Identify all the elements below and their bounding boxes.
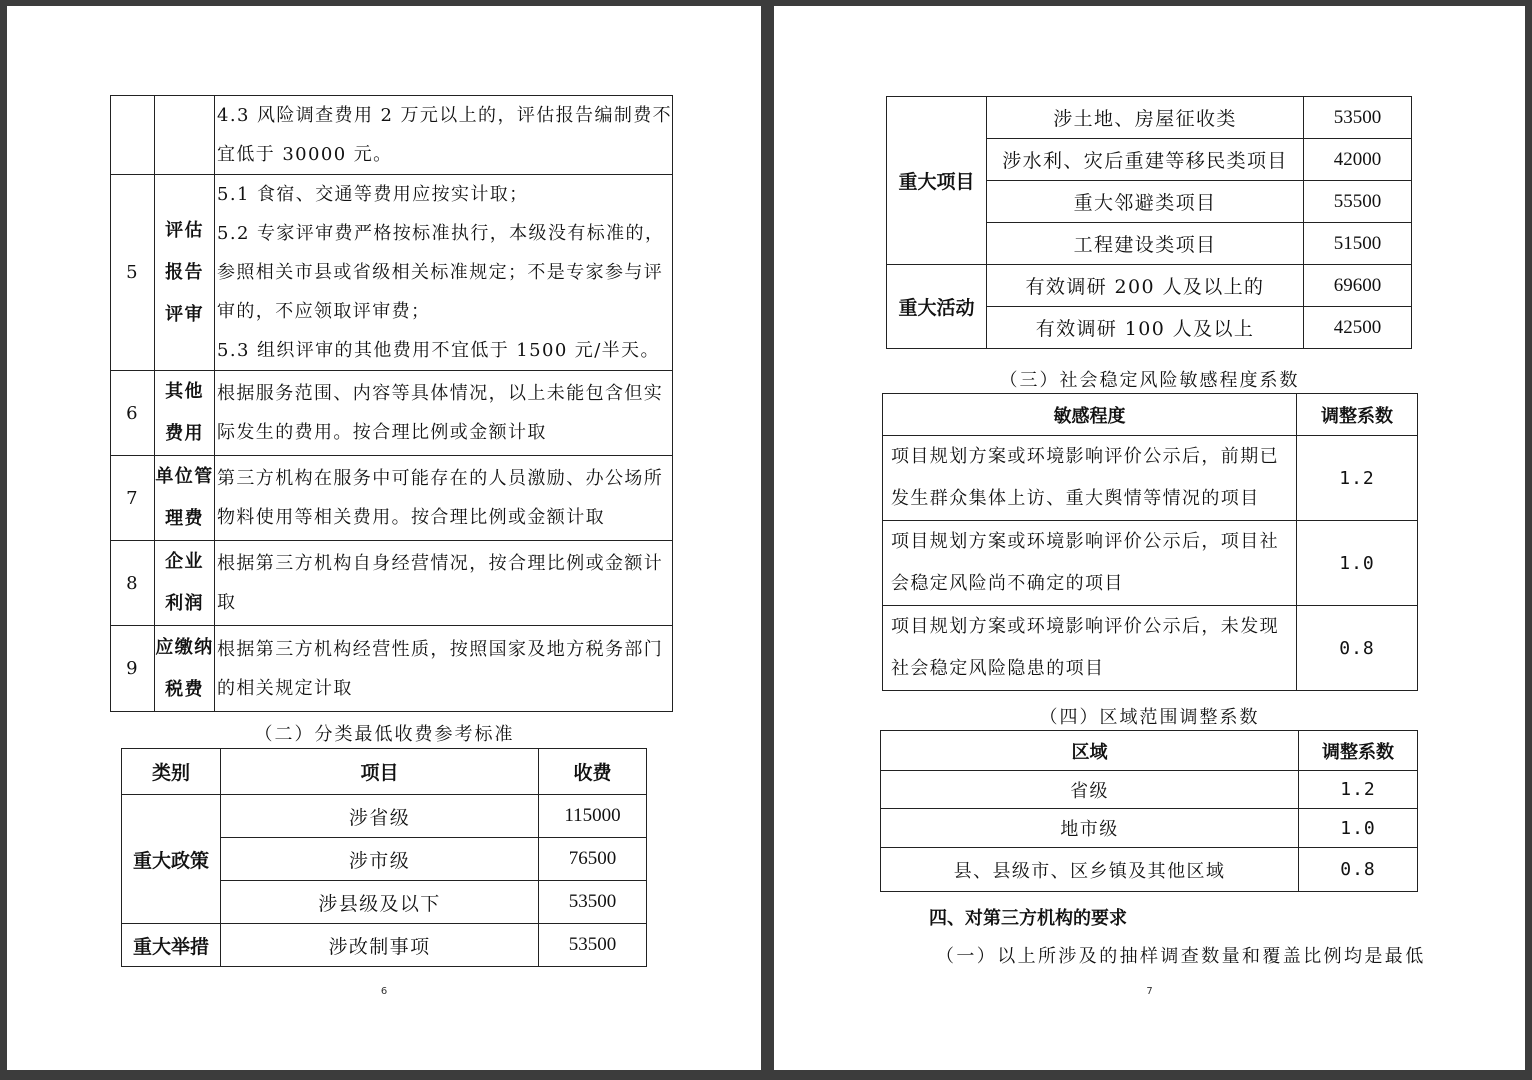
sensitivity-coef: 1.2 bbox=[1297, 436, 1418, 521]
row-category: 评估 报告 评审 bbox=[155, 175, 215, 371]
description-line: 物料使用等相关费用。按合理比例或金额计取 bbox=[217, 507, 605, 528]
table-row bbox=[111, 541, 673, 626]
row-description bbox=[215, 456, 673, 541]
sensitivity-level bbox=[883, 606, 1297, 691]
fee-amount: 51500 bbox=[1304, 223, 1412, 265]
description-line: 5.2 专家评审费严格按标准执行，本级没有标准的， bbox=[217, 223, 665, 244]
region-coef: 1.2 bbox=[1299, 771, 1418, 809]
fee-amount: 69600 bbox=[1304, 265, 1412, 307]
region-coef: 1.0 bbox=[1299, 809, 1418, 848]
page-number: 7 bbox=[1146, 986, 1153, 997]
fee-amount: 76500 bbox=[539, 838, 647, 881]
fee-category: 重大举措 bbox=[122, 924, 221, 967]
region-section-title: （四）区域范围调整系数 bbox=[1039, 707, 1260, 728]
table-row bbox=[111, 175, 673, 371]
description-line: 参照相关市县或省级相关标准规定；不是专家参与评 bbox=[217, 262, 664, 283]
row-description bbox=[215, 626, 673, 712]
description-line: 宜低于 30000 元。 bbox=[217, 144, 393, 165]
description-line: 5.3 组织评审的其他费用不宜低于 1500 元/半天。 bbox=[217, 340, 660, 361]
row-category: 单位管 理费 bbox=[155, 456, 215, 541]
sensitivity-level bbox=[883, 521, 1297, 606]
table-row bbox=[122, 795, 647, 838]
description-line: 根据第三方机构经营性质，按照国家及地方税务部门 bbox=[217, 638, 664, 660]
description-line: 根据第三方机构自身经营情况，按合理比例或金额计 bbox=[217, 553, 664, 574]
document-page-7 bbox=[774, 6, 1525, 1070]
row-category: 企业 利润 bbox=[155, 541, 215, 626]
fee-amount: 42500 bbox=[1304, 307, 1412, 349]
fee-item: 涉水利、灾后重建等移民类项目 bbox=[987, 139, 1304, 181]
sensitivity-level bbox=[883, 436, 1297, 521]
fee-category: 重大活动 bbox=[887, 265, 987, 349]
fee-item: 涉县级及以下 bbox=[221, 881, 539, 924]
table-row bbox=[881, 848, 1418, 892]
region-name: 地市级 bbox=[881, 809, 1299, 848]
table-row bbox=[111, 626, 673, 712]
fee-amount: 53500 bbox=[1304, 97, 1412, 139]
sensitivity-line: 项目规划方案或环境影响评价公示后，前期已 bbox=[891, 446, 1279, 467]
sensitivity-coefficient-table bbox=[882, 393, 1418, 691]
row-description bbox=[215, 541, 673, 626]
region-name: 省级 bbox=[881, 771, 1299, 809]
table-row bbox=[881, 771, 1418, 809]
region-coef: 0.8 bbox=[1299, 848, 1418, 892]
table-row bbox=[887, 265, 1412, 307]
row-number: 6 bbox=[111, 371, 155, 456]
header-fee: 收费 bbox=[539, 749, 647, 795]
fee-item: 有效调研 200 人及以上的 bbox=[987, 265, 1304, 307]
sensitivity-line: 发生群众集体上访、重大舆情等情况的项目 bbox=[891, 488, 1260, 509]
row-number: 7 bbox=[111, 456, 155, 541]
fee-item: 工程建设类项目 bbox=[987, 223, 1304, 265]
sensitivity-line: 项目规划方案或环境影响评价公示后，项目社 bbox=[891, 531, 1279, 552]
table-row bbox=[883, 521, 1418, 606]
region-coefficient-table bbox=[880, 730, 1418, 892]
section-heading: 四、对第三方机构的要求 bbox=[929, 908, 1127, 929]
document-page-6 bbox=[7, 6, 761, 1070]
sensitivity-line: 会稳定风险尚不确定的项目 bbox=[891, 573, 1124, 594]
description-line: 取 bbox=[217, 592, 237, 613]
fee-item: 有效调研 100 人及以上 bbox=[987, 307, 1304, 349]
table-row bbox=[111, 96, 673, 175]
row-number bbox=[111, 96, 155, 175]
row-category bbox=[155, 96, 215, 175]
fee-amount: 42000 bbox=[1304, 139, 1412, 181]
sensitivity-line: 社会稳定风险隐患的项目 bbox=[891, 658, 1105, 679]
header-region: 区域 bbox=[881, 731, 1299, 771]
row-number: 8 bbox=[111, 541, 155, 626]
header-adjust-coef: 调整系数 bbox=[1297, 394, 1418, 436]
row-description bbox=[215, 371, 673, 456]
fee-item: 涉改制事项 bbox=[221, 924, 539, 967]
header-item: 项目 bbox=[221, 749, 539, 795]
fee-amount: 115000 bbox=[539, 795, 647, 838]
cost-items-table bbox=[110, 95, 673, 712]
row-category: 应缴纳 税费 bbox=[155, 626, 215, 712]
header-category: 类别 bbox=[122, 749, 221, 795]
fee-standard-table-continued bbox=[886, 96, 1412, 349]
row-description bbox=[215, 175, 673, 371]
fee-category: 重大政策 bbox=[122, 795, 221, 924]
fee-amount: 53500 bbox=[539, 924, 647, 967]
fee-category: 重大项目 bbox=[887, 97, 987, 265]
table-row bbox=[881, 809, 1418, 848]
description-line: 第三方机构在服务中可能存在的人员激励、办公场所 bbox=[217, 468, 664, 489]
fee-item: 涉省级 bbox=[221, 795, 539, 838]
fee-section-title: （二）分类最低收费参考标准 bbox=[254, 724, 515, 745]
fee-amount: 55500 bbox=[1304, 181, 1412, 223]
fee-standard-table bbox=[121, 748, 647, 967]
description-line: 审的，不应领取评审费； bbox=[217, 301, 431, 322]
fee-item: 涉土地、房屋征收类 bbox=[987, 97, 1304, 139]
table-row bbox=[111, 371, 673, 456]
sensitivity-line: 项目规划方案或环境影响评价公示后，未发现 bbox=[891, 616, 1279, 637]
table-row bbox=[111, 456, 673, 541]
table-row bbox=[887, 97, 1412, 139]
body-paragraph: （一）以上所涉及的抽样调查数量和覆盖比例均是最低 bbox=[936, 946, 1426, 967]
description-line: 的相关规定计取 bbox=[217, 677, 353, 699]
table-row bbox=[122, 924, 647, 967]
sensitivity-section-title: （三）社会稳定风险敏感程度系数 bbox=[999, 370, 1300, 391]
page-number: 6 bbox=[380, 986, 388, 997]
description-line: 5.1 食宿、交通等费用应按实计取； bbox=[217, 184, 529, 205]
region-name: 县、县级市、区乡镇及其他区域 bbox=[881, 848, 1299, 892]
fee-amount: 53500 bbox=[539, 881, 647, 924]
description-line: 4.3 风险调查费用 2 万元以上的，评估报告编制费不 bbox=[217, 105, 673, 126]
row-category: 其他 费用 bbox=[155, 371, 215, 456]
description-line: 际发生的费用。按合理比例或金额计取 bbox=[217, 422, 547, 443]
table-row bbox=[883, 436, 1418, 521]
header-sensitivity-level: 敏感程度 bbox=[883, 394, 1297, 436]
fee-item: 重大邻避类项目 bbox=[987, 181, 1304, 223]
fee-item: 涉市级 bbox=[221, 838, 539, 881]
row-description bbox=[215, 96, 673, 175]
description-line: 根据服务范围、内容等具体情况，以上未能包含但实 bbox=[217, 383, 664, 404]
sensitivity-coef: 0.8 bbox=[1297, 606, 1418, 691]
sensitivity-coef: 1.0 bbox=[1297, 521, 1418, 606]
table-row bbox=[883, 606, 1418, 691]
header-region-coef: 调整系数 bbox=[1299, 731, 1418, 771]
row-number: 9 bbox=[111, 626, 155, 712]
row-number: 5 bbox=[111, 175, 155, 371]
